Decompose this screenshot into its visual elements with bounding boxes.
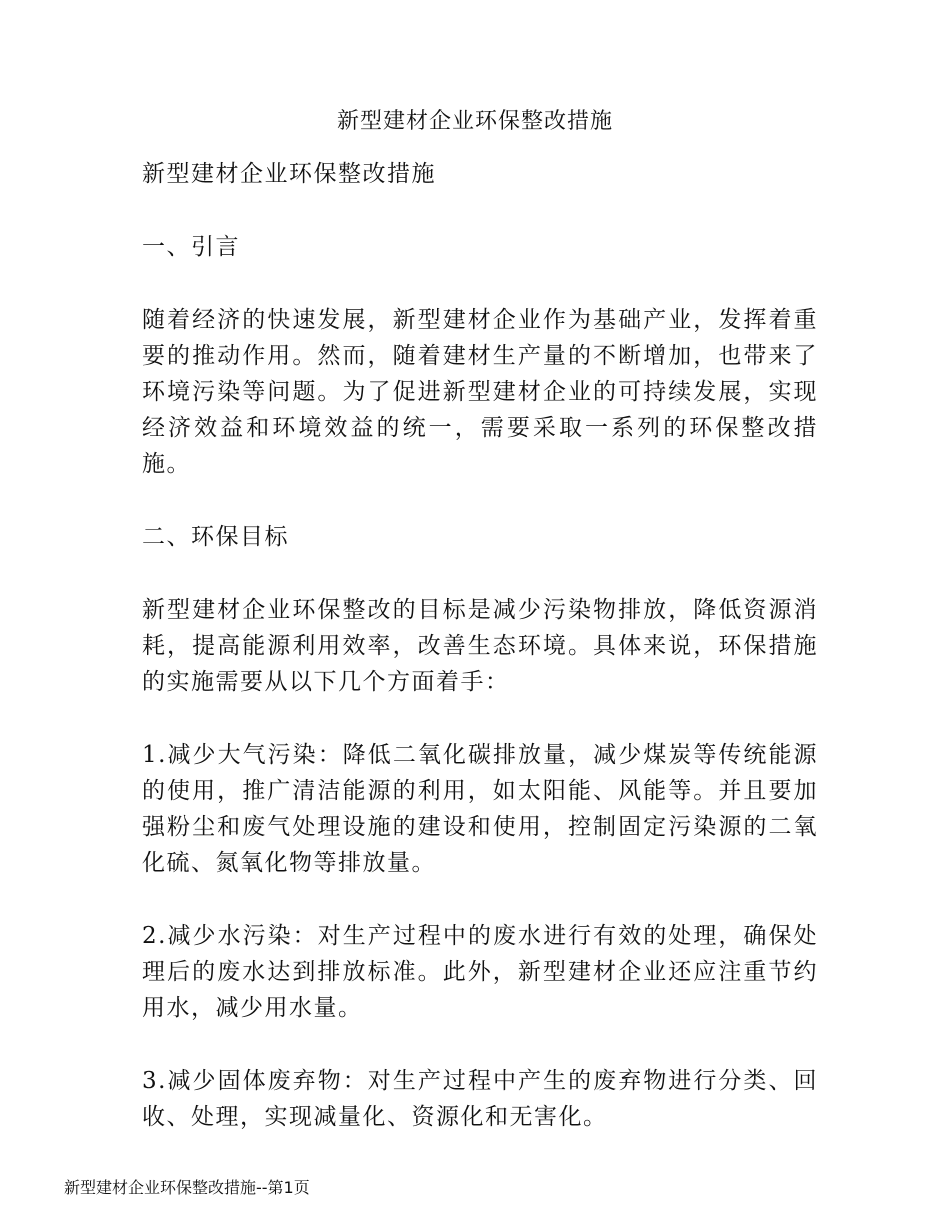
- list-item-air-pollution: 1.减少大气污染：降低二氧化碳排放量，减少煤炭等传统能源的使用，推广清洁能源的利用，如太阳能、风能等。并且要加强粉尘和废气处理设施的建设和使用，控制固定污染源的二氧化硫、氮氧化物等排放量。: [142, 742, 818, 876]
- paragraph-introduction: 随着经济的快速发展，新型建材企业作为基础产业，发挥着重要的推动作用。然而，随着建材生产量的不断增加，也带来了环境污染等问题。为了促进新型建材企业的可持续发展，实现经济效益和环境效益的统一，需要采取一系列的环保整改措施。: [142, 307, 818, 477]
- page-footer: 新型建材企业环保整改措施--第1页: [64, 1178, 310, 1197]
- document-body: [142, 156, 818, 1135]
- section-heading-goals: 二、环保目标: [142, 524, 289, 550]
- list-item-solid-waste: 3.减少固体废弃物：对生产过程中产生的废弃物进行分类、回收、处理，实现减量化、资源化和无害化。: [142, 1068, 818, 1130]
- page-header-title: 新型建材企业环保整改措施: [336, 109, 613, 134]
- section-heading-introduction: 一、引言: [142, 234, 240, 260]
- paragraph-goals: 新型建材企业环保整改的目标是减少污染物排放，降低资源消耗，提高能源利用效率，改善生态环境。具体来说，环保措施的实施需要从以下几个方面着手：: [142, 597, 818, 695]
- document-title: 新型建材企业环保整改措施: [142, 161, 436, 187]
- list-item-water-pollution: 2.减少水污染：对生产过程中的废水进行有效的处理，确保处理后的废水达到排放标准。此外，新型建材企业还应注重节约用水，减少用水量。: [142, 923, 818, 1021]
